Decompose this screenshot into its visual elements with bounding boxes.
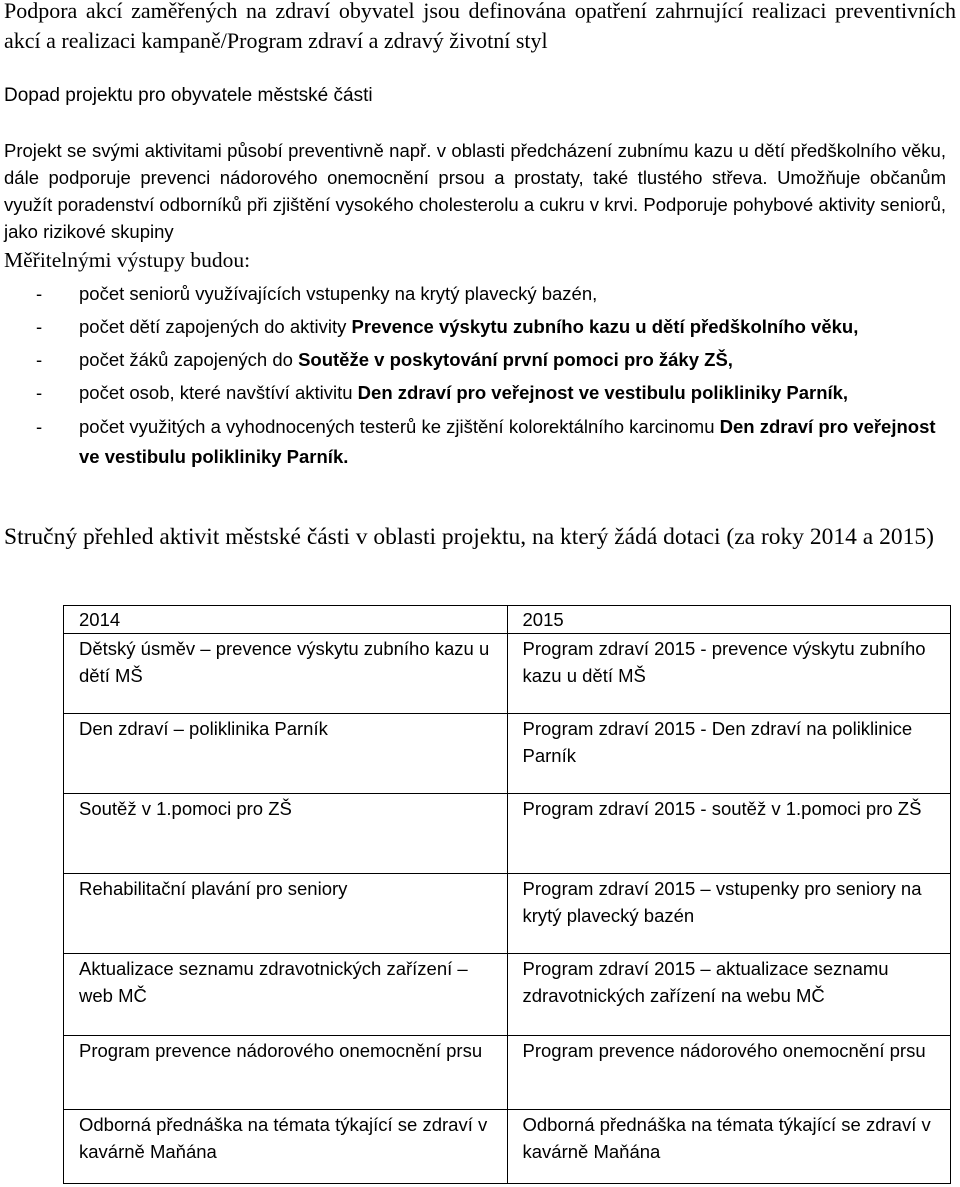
list-dash: -	[36, 416, 43, 437]
impact-heading: Dopad projektu pro obyvatele městské části	[4, 85, 373, 106]
list-item	[4, 313, 944, 340]
output-text: počet využitých a vyhodnocených testerů ke zjištění kolorektálního karcinomu	[79, 416, 720, 437]
list-dash: -	[36, 283, 43, 304]
list-dash: -	[36, 349, 43, 370]
list-item	[4, 346, 944, 373]
table-header-row	[64, 606, 951, 634]
table-row	[64, 634, 951, 714]
table-cell: Program zdraví 2015 - soutěž v 1.pomoci pro ZŠ	[507, 794, 951, 874]
table-row	[64, 874, 951, 954]
output-text: počet dětí zapojených do aktivity	[79, 316, 352, 337]
table-cell: Aktualizace seznamu zdravotnických zařízení – web MČ	[64, 954, 508, 1036]
project-description: Projekt se svými aktivitami působí preventivně např. v oblasti předcházení zubnímu kazu u dětí předškolního věku, dále podporuje prevenci nádorového onemocnění prsou a prostaty, také tlustého střeva. Umožňuje občanům využít poradenství odborníků při zjištění vysokého cholesterolu a cukru v krvi. Podporuje pohybové aktivity seniorů, jako rizikové skupiny	[4, 140, 946, 242]
table-cell: Den zdraví – poliklinika Parník	[64, 714, 508, 794]
table-cell: Program prevence nádorového onemocnění prsu	[64, 1036, 508, 1110]
table-cell: Odborná přednáška na témata týkající se zdraví v kavárně Maňána	[64, 1110, 508, 1184]
table-cell: Odborná přednáška na témata týkající se zdraví v kavárně Maňána	[507, 1110, 951, 1184]
output-bold: Den zdraví pro veřejnost ve vestibulu polikliniky Parník,	[357, 382, 849, 403]
table-header-cell: 2014	[64, 606, 508, 634]
activities-table	[63, 605, 951, 1184]
table-cell: Program zdraví 2015 - Den zdraví na poliklinice Parník	[507, 714, 951, 794]
table-row	[64, 954, 951, 1036]
overview-heading: Stručný přehled aktivit městské části v oblasti projektu, na který žádá dotaci (za roky 2014 a 2015)	[4, 524, 934, 550]
table-row	[64, 794, 951, 874]
table-row	[64, 714, 951, 794]
table-cell: Program zdraví 2015 – vstupenky pro seniory na krytý plavecký bazén	[507, 874, 951, 954]
output-text: počet osob, které navštíví aktivitu	[79, 382, 358, 403]
intro-paragraph: Podpora akcí zaměřených na zdraví obyvatel jsou definována opatření zahrnující realizaci preventivních akcí a realizaci kampaně/Program zdraví a zdravý životní styl	[4, 0, 956, 53]
output-text: počet žáků zapojených do	[79, 349, 299, 370]
table-header-cell: 2015	[507, 606, 951, 634]
table-cell: Rehabilitační plavání pro seniory	[64, 874, 508, 954]
table-row	[64, 1110, 951, 1184]
output-text: počet seniorů využívajících vstupenky na krytý plavecký bazén,	[79, 283, 598, 304]
table-cell: Program prevence nádorového onemocnění prsu	[507, 1036, 951, 1110]
output-bold: Den zdraví pro veřejnost ve vestibulu polikliniky Parník.	[79, 416, 936, 467]
output-bold: Prevence výskytu zubního kazu u dětí předškolního věku,	[351, 316, 859, 337]
list-item	[4, 379, 944, 406]
list-dash: -	[36, 316, 43, 337]
measurable-outputs-heading: Měřitelnými výstupy budou:	[4, 248, 251, 272]
table-cell: Dětský úsměv – prevence výskytu zubního kazu u dětí MŠ	[64, 634, 508, 714]
table-cell: Program zdraví 2015 – aktualizace seznamu zdravotnických zařízení na webu MČ	[507, 954, 951, 1036]
table-row	[64, 1036, 951, 1110]
list-item	[4, 412, 944, 472]
table-cell: Soutěž v 1.pomoci pro ZŠ	[64, 794, 508, 874]
list-item	[4, 280, 944, 307]
list-dash: -	[36, 382, 43, 403]
table-cell: Program zdraví 2015 - prevence výskytu zubního kazu u dětí MŠ	[507, 634, 951, 714]
activities-table-wrapper	[63, 605, 951, 1184]
outputs-list	[4, 280, 944, 478]
output-bold: Soutěže v poskytování první pomoci pro žáky ZŠ,	[298, 349, 733, 370]
